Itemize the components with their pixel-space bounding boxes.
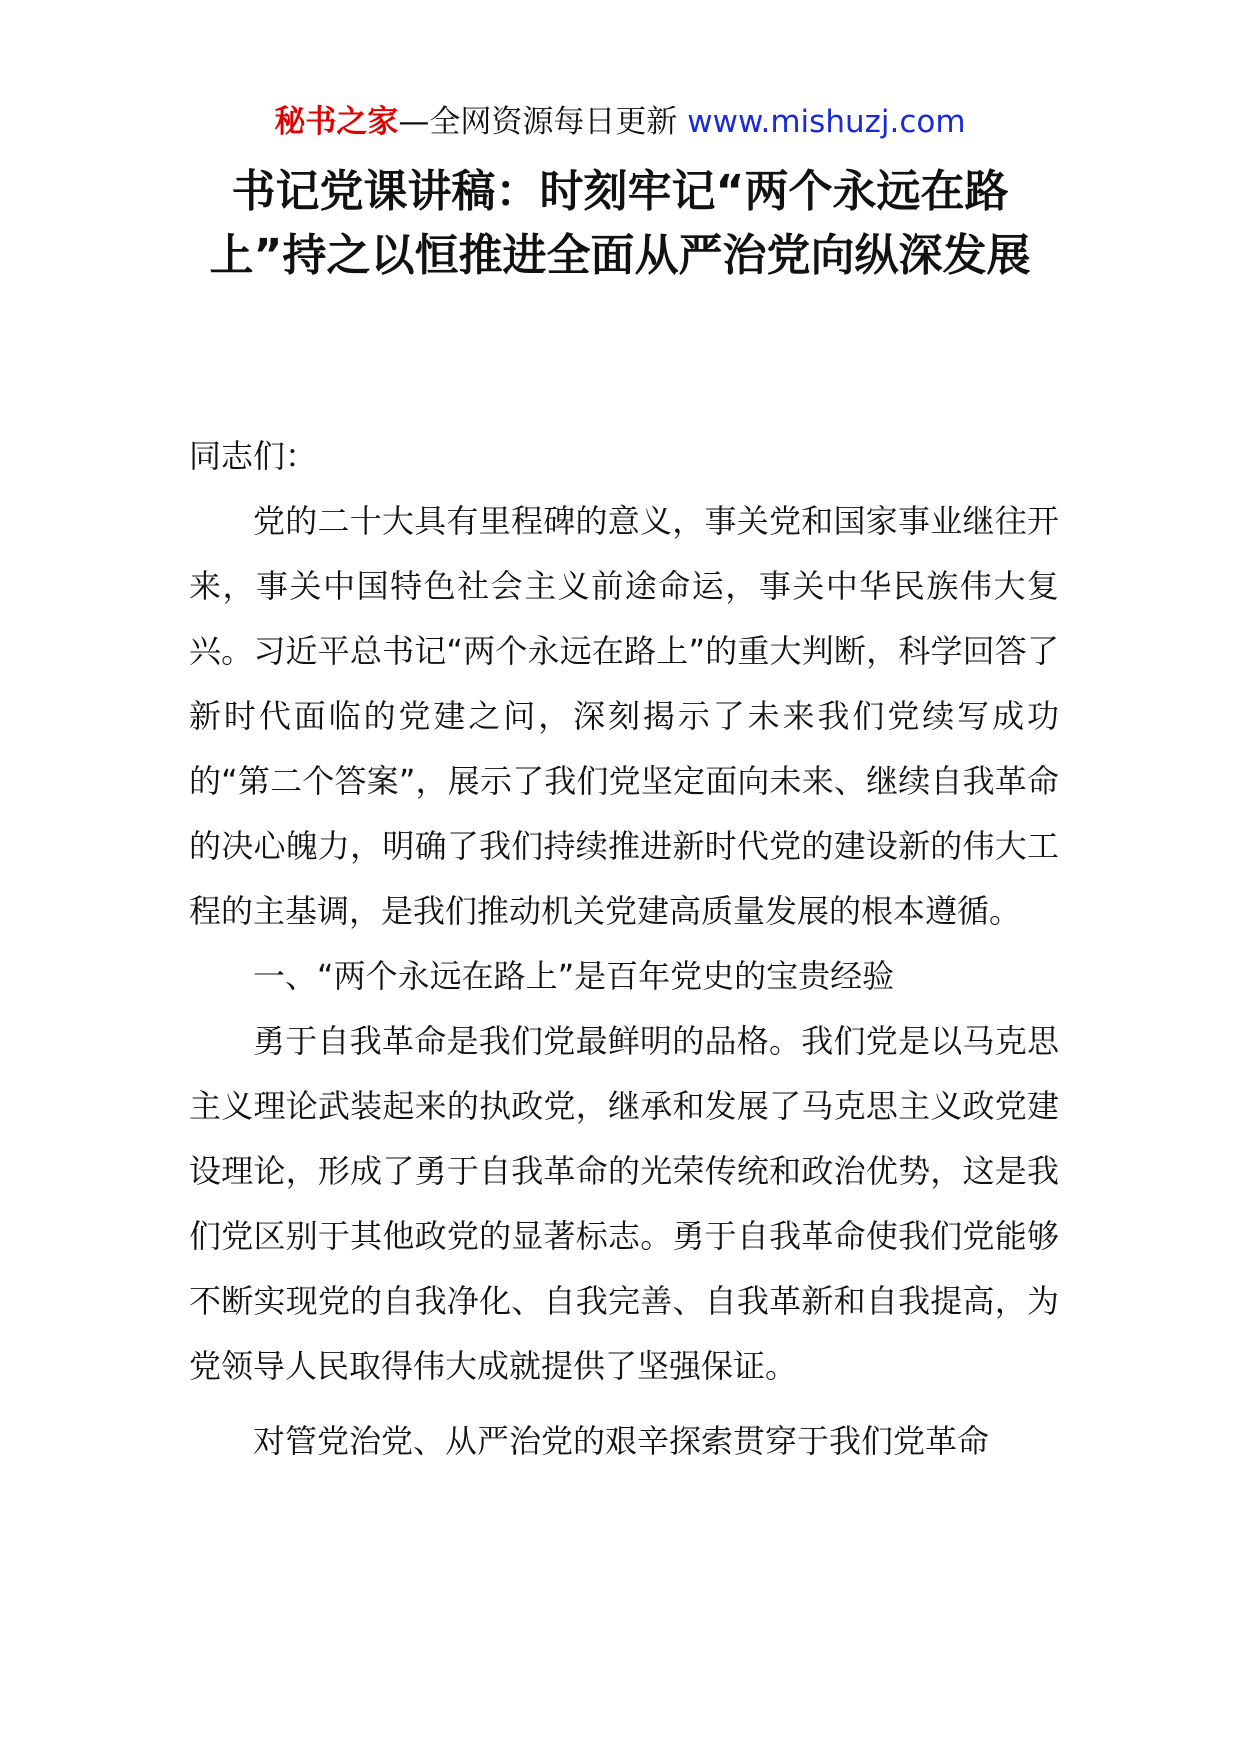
site-url-link[interactable]: www.mishuzj.com — [687, 104, 966, 140]
paragraph-exploration: 对管党治党、从严治党的艰辛探索贯穿于我们党革命 — [253, 1422, 990, 1460]
document-title: 书记党课讲稿：时刻牢记“两个永远在路上”持之以恒推进全面从严治党向纵深发展 — [209, 166, 1031, 281]
site-slogan: —全网资源每日更新 — [398, 104, 688, 140]
document-body — [189, 424, 1059, 1474]
site-header — [0, 100, 1240, 144]
paragraph-self-revolution: 勇于自我革命是我们党最鲜明的品格。我们党是以马克思主义理论武装起来的执政党，继承和发展了马克思主义政党建设理论，形成了勇于自我革命的光荣传统和政治优势，这是我们党区别于其他政党的显著标志。勇于自我革命使我们党能够不断实现党的自我净化、自我完善、自我革新和自我提高，为党领导人民取得伟大成就提供了坚强保证。 — [189, 1022, 1059, 1385]
site-brand: 秘书之家 — [274, 104, 399, 140]
section-heading-1: 一、“两个永远在路上”是百年党史的宝贵经验 — [253, 957, 895, 995]
salutation: 同志们： — [189, 437, 318, 475]
paragraph-intro: 党的二十大具有里程碑的意义，事关党和国家事业继往开来，事关中国特色社会主义前途命运，事关中华民族伟大复兴。习近平总书记“两个永远在路上”的重大判断，科学回答了新时代面临的党建之问，深刻揭示了未来我们党续写成功的“第二个答案”，展示了我们党坚定面向未来、继续自我革命的决心魄力，明确了我们持续推进新时代党的建设新的伟大工程的主基调，是我们推动机关党建高质量发展的根本遵循。 — [189, 502, 1059, 930]
